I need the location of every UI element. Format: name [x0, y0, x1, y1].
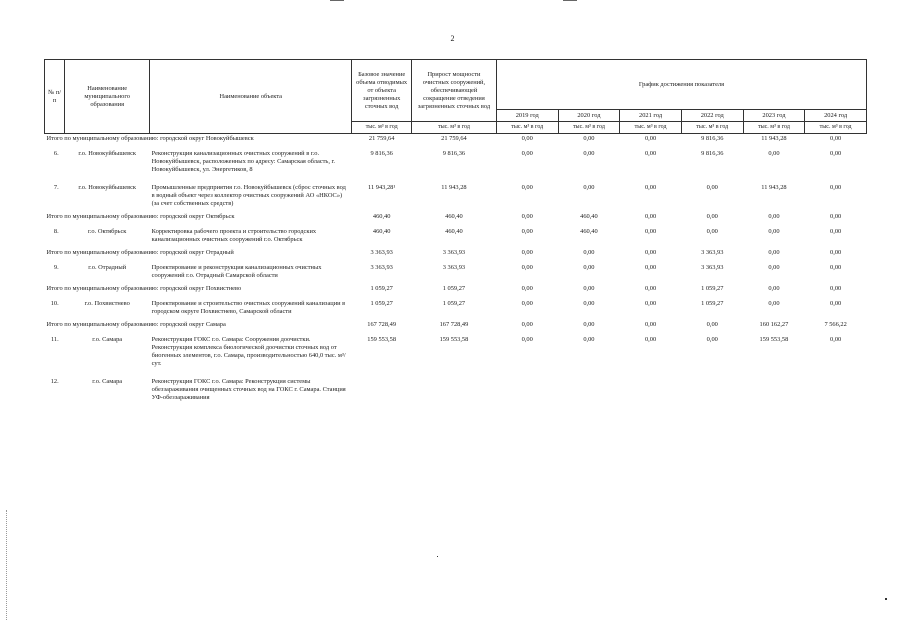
row-value-y2019: 0,00 [521, 264, 533, 271]
row-value-y2021: 0,00 [644, 336, 657, 343]
summary-label: Итого по муниципальному образованию: городской округ Отрадный [46, 249, 234, 256]
table-row [45, 372, 867, 406]
row-value-y2024: 0,00 [830, 213, 842, 220]
row-value-y2020: 0,00 [583, 135, 595, 142]
row-object: Корректировка рабочего проекта и строительство городских канализационных очистных сооружений г.о. Октябрьск [151, 228, 317, 243]
row-value-y2022: 0,00 [706, 184, 718, 191]
row-value-y2021: 0,00 [644, 150, 657, 157]
row-value-base: 460,40 [372, 213, 391, 220]
row-number: 9. [53, 264, 59, 271]
row-value-y2022: 0,00 [706, 336, 718, 343]
row-value-y2019: 0,00 [521, 321, 533, 328]
row-value-y2020: 0,00 [583, 336, 595, 343]
header-year: 2024 год [805, 110, 867, 122]
row-object: Проектирование и строительство очистных сооружений канализации в городском округе Похвистнево, Самарской области [151, 300, 346, 315]
summary-label: Итого по муниципальному образованию: городской округ Похвистнево [46, 285, 242, 292]
page-number: 2 [450, 34, 455, 43]
header-unit: тыс. м³ в год [620, 122, 682, 134]
row-value-y2021: 0,00 [644, 321, 657, 328]
header-increase: Прирост мощности очистных сооружений, обеспечивающей сокращение отведения загрязненных сточных вод [411, 60, 496, 122]
scan-mark [330, 0, 344, 1]
row-value-y2019 [496, 372, 558, 406]
row-value-y2019: 0,00 [521, 228, 533, 235]
header-unit: тыс. м³ в год [681, 122, 743, 134]
header-base: Базовое значение объема отводимых от объекта загрязненных сточных вод [352, 60, 412, 122]
row-value-y2020: 0,00 [583, 264, 595, 271]
row-municipality: г.о. Похвистнево [84, 300, 130, 307]
row-municipality: г.о. Октябрьск [87, 228, 127, 235]
header-year: 2019 год [496, 110, 558, 122]
row-value-increase: 159 553,58 [439, 336, 469, 343]
row-value-y2024: 7 566,22 [824, 321, 847, 328]
row-number: 6. [53, 150, 59, 157]
header-unit: тыс. м³ в год [411, 122, 496, 134]
row-value-y2020: 0,00 [583, 285, 595, 292]
row-value-y2022: 0,00 [706, 228, 718, 235]
row-value-y2023: 11 943,28 [761, 184, 787, 191]
row-value-y2022: 1 059,27 [701, 285, 724, 292]
header-year: 2020 год [558, 110, 620, 122]
row-value-base: 21 759,64 [368, 135, 395, 142]
row-object: Промышленные предприятия г.о. Новокуйбышевск (сброс сточных вод в водный объект через коллектор очистных сооружений АО «НКОС») (за счет собственных средств) [151, 184, 346, 207]
row-value-y2020: 0,00 [583, 184, 595, 191]
table-row [45, 144, 867, 178]
row-value-y2019: 0,00 [521, 150, 533, 157]
row-value-y2021: 0,00 [644, 184, 657, 191]
row-value-y2021: 0,00 [644, 264, 657, 271]
scan-mark [563, 0, 577, 1]
row-value-base: 167 728,49 [367, 321, 397, 328]
row-value-y2022: 3 363,93 [701, 249, 724, 256]
row-value-y2023: 0,00 [768, 249, 780, 256]
row-value-increase: 9 816,36 [442, 150, 466, 157]
row-value-y2021: 0,00 [644, 249, 657, 256]
row-value-increase: 167 728,49 [439, 321, 469, 328]
header-no: № п/п [45, 60, 65, 134]
row-value-y2023: 0,00 [768, 213, 780, 220]
scan-margin-marks [6, 510, 9, 620]
header-unit: тыс. м³ в год [352, 122, 412, 134]
row-municipality: г.о. Отрадный [88, 264, 127, 271]
row-municipality: г.о. Новокуйбышевск [78, 184, 137, 191]
row-value-y2024: 0,00 [830, 264, 842, 271]
row-object: Проектирование и реконструкция канализационных очистных сооружений г.о. Отрадный Самарской области [151, 264, 322, 279]
row-value-increase: 3 363,93 [442, 264, 466, 271]
row-value-y2020: 460,40 [580, 213, 598, 220]
row-value-y2019: 0,00 [521, 249, 533, 256]
row-value-base: 460,40 [372, 228, 391, 235]
scan-speck [885, 598, 887, 600]
summary-row [45, 212, 867, 222]
row-value-y2022: 9 816,36 [701, 135, 724, 142]
row-value-y2022: 0,00 [706, 213, 718, 220]
row-number: 7. [53, 184, 59, 191]
row-number: 8. [53, 228, 59, 235]
row-value-y2021 [620, 372, 682, 406]
row-value-increase: 460,40 [445, 213, 463, 220]
row-value-y2023: 0,00 [768, 300, 780, 307]
header-year: 2022 год [681, 110, 743, 122]
row-value-base: 159 553,58 [367, 336, 397, 343]
row-value-y2022: 1 059,27 [701, 300, 724, 307]
row-object: Реконструкция ГОКС г.о. Самара: Реконструкция системы обеззараживания очищенных сточных вод на ГОКС г. Самара. Станция УФ-обеззараживания [151, 378, 346, 401]
row-value-y2023: 160 162,27 [759, 321, 789, 328]
indicator-table [44, 59, 867, 406]
row-object: Реконструкция ГОКС г.о. Самара: Сооружения доочистки. Реконструкция комплекса биологической доочистки сточных вод от биогенных элементов, г.о. Самара, производительностью 640,0 тыс. м³/сут. [151, 336, 346, 367]
row-value-y2024: 0,00 [830, 150, 842, 157]
summary-row [45, 320, 867, 330]
row-value-y2019: 0,00 [521, 336, 533, 343]
row-value-increase [411, 372, 496, 406]
row-value-y2024: 0,00 [830, 336, 842, 343]
header-unit: тыс. м³ в год [496, 122, 558, 134]
row-value-y2019: 0,00 [521, 184, 533, 191]
row-value-y2019: 0,00 [521, 285, 533, 292]
row-value-y2023: 11 943,28 [761, 135, 787, 142]
header-year: 2023 год [743, 110, 805, 122]
row-value-y2021: 0,00 [644, 285, 657, 292]
header-schedule: График достижения показателя [496, 60, 866, 110]
row-value-increase: 21 759,64 [441, 135, 467, 142]
row-municipality: г.о. Новокуйбышевск [78, 150, 137, 157]
row-value-y2024: 0,00 [830, 228, 842, 235]
row-value-base: 3 363,93 [370, 249, 393, 256]
row-value-y2023: 0,00 [768, 264, 780, 271]
table-row [45, 222, 867, 248]
row-value-y2021: 0,00 [644, 135, 657, 142]
table-row [45, 294, 867, 320]
summary-row [45, 248, 867, 258]
row-value-base: 1 059,27 [370, 300, 393, 307]
table-row [45, 178, 867, 212]
row-value-y2023: 0,00 [768, 285, 780, 292]
row-value-y2024: 0,00 [830, 285, 842, 292]
row-value-y2019: 0,00 [521, 135, 533, 142]
table-row [45, 258, 867, 284]
row-value-y2020: 0,00 [583, 249, 595, 256]
row-value-y2020: 460,40 [580, 228, 598, 235]
row-value-y2022: 9 816,36 [701, 150, 724, 157]
row-value-y2019: 0,00 [521, 213, 533, 220]
row-value-base: 3 363,93 [370, 264, 393, 271]
row-value-y2024: 0,00 [830, 300, 842, 307]
row-value-increase: 1 059,27 [442, 300, 466, 307]
row-value-y2019: 0,00 [521, 300, 533, 307]
row-value-y2020 [558, 372, 620, 406]
row-value-y2020: 0,00 [583, 150, 595, 157]
row-value-base: 9 816,36 [370, 150, 393, 157]
row-number: 10. [50, 300, 59, 307]
row-municipality: г.о. Самара [92, 336, 123, 343]
row-value-y2023 [743, 372, 805, 406]
row-value-increase: 3 363,93 [442, 249, 466, 256]
row-value-increase: 460,40 [445, 228, 463, 235]
row-number: 11. [50, 336, 59, 343]
row-value-base [352, 372, 412, 406]
row-object: Реконструкция канализационных очистных сооружений в г.о. Новокуйбышевск, расположенных по адресу: Самарская область, г. Новокуйбышевск, ул. Энергетиков, 8 [151, 150, 336, 173]
header-object: Наименование объекта [150, 60, 352, 134]
header-unit: тыс. м³ в год [558, 122, 620, 134]
row-value-y2024: 0,00 [830, 135, 842, 142]
row-value-y2024 [805, 372, 867, 406]
row-value-y2023: 159 553,58 [759, 336, 789, 343]
row-value-y2022 [681, 372, 743, 406]
row-municipality: г.о. Самара [92, 378, 123, 385]
header-unit: тыс. м³ в год [743, 122, 805, 134]
row-value-y2022: 0,00 [706, 321, 718, 328]
row-value-base: 1 059,27 [370, 285, 393, 292]
row-value-y2020: 0,00 [583, 321, 595, 328]
row-value-y2021: 0,00 [644, 228, 657, 235]
summary-label: Итого по муниципальному образованию: городской округ Новокуйбышевск [46, 135, 254, 142]
header-year: 2021 год [620, 110, 682, 122]
summary-label: Итого по муниципальному образованию: городской округ Самара [46, 321, 226, 328]
row-value-y2022: 3 363,93 [701, 264, 724, 271]
row-number: 12. [50, 378, 59, 385]
row-value-increase: 11 943,28 [441, 184, 467, 191]
row-value-increase: 1 059,27 [442, 285, 466, 292]
summary-row [45, 284, 867, 294]
header-unit: тыс. м³ в год [805, 122, 867, 134]
row-value-y2020: 0,00 [583, 300, 595, 307]
row-value-y2024: 0,00 [830, 249, 842, 256]
row-value-base: 11 943,28¹ [368, 184, 396, 191]
table-row [45, 330, 867, 372]
row-value-y2021: 0,00 [644, 300, 657, 307]
header-municipality: Наименование муниципального образования [65, 60, 150, 134]
row-value-y2023: 0,00 [768, 150, 780, 157]
row-value-y2024: 0,00 [830, 184, 842, 191]
summary-label: Итого по муниципальному образованию: городской округ Октябрьск [46, 213, 235, 220]
scan-speck [437, 556, 438, 557]
row-value-y2021: 0,00 [644, 213, 657, 220]
summary-row [45, 134, 867, 145]
row-value-y2023: 0,00 [768, 228, 780, 235]
